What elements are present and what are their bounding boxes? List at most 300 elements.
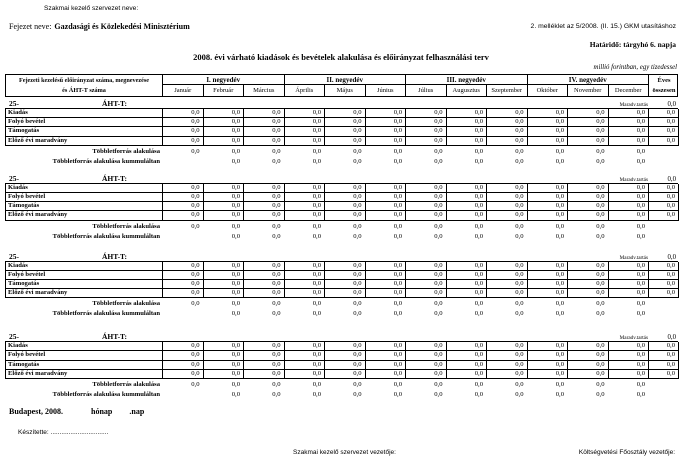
month-value-cell: 0,0 [609, 127, 650, 136]
table-row [6, 137, 678, 146]
sections [5, 98, 678, 399]
month-value-cell: 0,0 [568, 118, 609, 127]
row-label: Kiadás [6, 184, 163, 193]
month-value-cell: 0,0 [325, 137, 366, 146]
surplus-value-cell: 0,0 [636, 381, 645, 388]
surplus-value-cell: 0,0 [515, 300, 524, 308]
month-value-cell: 0,0 [325, 351, 366, 360]
month-value-cell: 0,0 [163, 202, 204, 211]
col1-header [6, 75, 163, 96]
month-value-cell: 0,0 [366, 193, 407, 202]
surplus-cumulative-label: Többletforrás alakulása kummuláltan [52, 391, 160, 398]
section-code-area [5, 98, 608, 108]
month-value-cell: 0,0 [487, 118, 528, 127]
month-value-cell: 0,0 [447, 351, 488, 360]
annual-value-cell: 0,0 [649, 370, 679, 379]
surplus-value-cell: 0,0 [231, 147, 240, 155]
section-table [5, 261, 678, 299]
section [5, 173, 678, 241]
surplus-cumulative-value-cell: 0,0 [555, 391, 564, 398]
month-value-cell: 0,0 [244, 289, 285, 298]
chapter-name: Gazdasági és Közlekedési Minisztérium [54, 22, 190, 31]
section-header-row [5, 331, 678, 341]
surplus-value-cell: 0,0 [555, 147, 564, 155]
col1-header-line2: és ÁHT-T száma [62, 86, 106, 94]
surplus-cumulative-value-cell: 0,0 [353, 310, 362, 318]
month-value-cell: 0,0 [487, 280, 528, 289]
month-value-cell: 0,0 [487, 202, 528, 211]
month-value-cell: 0,0 [285, 202, 326, 211]
surplus-value-cell: 0,0 [555, 381, 564, 388]
month-value-cell: 0,0 [487, 342, 528, 351]
surplus-cumulative-value-cell: 0,0 [231, 157, 240, 165]
month-value-cell: 0,0 [163, 118, 204, 127]
month-value-cell: 0,0 [568, 109, 609, 118]
month-value-cell: 0,0 [447, 127, 488, 136]
annual-value-cell: 0,0 [649, 118, 679, 127]
annual-value-cell: 0,0 [649, 109, 679, 118]
month-value-cell: 0,0 [244, 202, 285, 211]
month-value-cell: 0,0 [406, 127, 447, 136]
month-value-cell: 0,0 [285, 370, 326, 379]
month-value-cell: 0,0 [204, 184, 245, 193]
maradv-tartas-value: 0,0 [667, 101, 676, 108]
table-row [6, 262, 678, 271]
month-value-cell: 0,0 [609, 271, 650, 280]
month-value-cell: 0,0 [406, 137, 447, 146]
month-value-cell: 0,0 [366, 118, 407, 127]
surplus-cumulative-value-cell: 0,0 [474, 232, 483, 240]
surplus-cumulative-value-cell: 0,0 [393, 310, 402, 318]
section-code-area [5, 251, 608, 261]
month-value-cell: 0,0 [204, 271, 245, 280]
month-value-cell: 0,0 [528, 370, 569, 379]
annual-value-cell: 0,0 [649, 211, 679, 220]
month-value-cell: 0,0 [325, 109, 366, 118]
annex-reference: 2. melléklet az 5/2008. (II. 15.) GKM utasításhoz [530, 23, 676, 30]
month-value-cell: 0,0 [204, 289, 245, 298]
table-row [6, 271, 678, 280]
month-value-cell: 0,0 [487, 370, 528, 379]
surplus-value-cell: 0,0 [636, 147, 645, 155]
month-header: Május [325, 85, 366, 96]
month-value-cell: 0,0 [366, 137, 407, 146]
surplus-value-cell: 0,0 [515, 222, 524, 230]
month-value-cell: 0,0 [487, 262, 528, 271]
month-value-cell: 0,0 [163, 342, 204, 351]
surplus-cumulative-value-cell: 0,0 [434, 391, 443, 398]
month-value-cell: 0,0 [244, 137, 285, 146]
month-value-cell: 0,0 [204, 193, 245, 202]
annual-value-cell: 0,0 [649, 202, 679, 211]
surplus-value-cell: 0,0 [434, 222, 443, 230]
surplus-cumulative-value-cell: 0,0 [312, 391, 321, 398]
month-value-cell: 0,0 [528, 351, 569, 360]
quarter-header: I. negyedév [163, 75, 285, 85]
surplus-value-cell: 0,0 [434, 300, 443, 308]
month-value-cell: 0,0 [609, 193, 650, 202]
month-value-cell: 0,0 [447, 184, 488, 193]
month-header: Augusztus [447, 85, 488, 96]
month-value-cell: 0,0 [528, 361, 569, 370]
month-value-cell: 0,0 [244, 351, 285, 360]
month-value-cell: 0,0 [528, 109, 569, 118]
surplus-cumulative-value-cell: 0,0 [474, 157, 483, 165]
surplus-value-cell: 0,0 [393, 147, 402, 155]
annual-value-cell: 0,0 [649, 361, 679, 370]
month-value-cell: 0,0 [285, 193, 326, 202]
surplus-value-cell: 0,0 [312, 381, 321, 388]
surplus-row [5, 146, 678, 156]
month-value-cell: 0,0 [447, 361, 488, 370]
month-value-cell: 0,0 [609, 184, 650, 193]
table-row [6, 202, 678, 211]
month-value-cell: 0,0 [244, 361, 285, 370]
month-value-cell: 0,0 [325, 184, 366, 193]
surplus-label: Többletforrás alakulása [92, 300, 160, 308]
page-title: 2008. évi várható kiadások és bevételek alakulása és előirányzat felhasználási terv [193, 52, 489, 62]
aht-label: ÁHT-T: [102, 251, 128, 261]
surplus-cumulative-value-cell: 0,0 [312, 310, 321, 318]
surplus-cumulative-value-cell: 0,0 [636, 157, 645, 165]
section [5, 331, 678, 399]
unit-note: millió forintban, egy tizedessel [593, 64, 677, 71]
month-value-cell: 0,0 [487, 361, 528, 370]
month-value-cell: 0,0 [609, 137, 650, 146]
month-value-cell: 0,0 [244, 342, 285, 351]
month-value-cell: 0,0 [325, 193, 366, 202]
aht-label: ÁHT-T: [102, 173, 128, 183]
month-value-cell: 0,0 [244, 370, 285, 379]
month-value-cell: 0,0 [528, 342, 569, 351]
month-value-cell: 0,0 [244, 280, 285, 289]
month-value-cell: 0,0 [568, 351, 609, 360]
month-value-cell: 0,0 [528, 271, 569, 280]
section-code: 25- [9, 173, 19, 183]
surplus-row [5, 298, 678, 308]
section [5, 98, 678, 166]
month-value-cell: 0,0 [406, 118, 447, 127]
surplus-value-cell: 0,0 [596, 222, 605, 230]
table-row [6, 193, 678, 202]
month-value-cell: 0,0 [204, 109, 245, 118]
month-value-cell: 0,0 [204, 262, 245, 271]
surplus-cumulative-value-cell: 0,0 [312, 232, 321, 240]
surplus-cumulative-value-cell: 0,0 [312, 157, 321, 165]
month-value-cell: 0,0 [528, 211, 569, 220]
surplus-cumulative-value-cell: 0,0 [596, 310, 605, 318]
quarter-header: III. negyedév [406, 75, 528, 85]
month-value-cell: 0,0 [163, 127, 204, 136]
month-value-cell: 0,0 [487, 127, 528, 136]
month-value-cell: 0,0 [609, 370, 650, 379]
month-value-cell: 0,0 [285, 262, 326, 271]
month-placeholder: hónap [91, 407, 113, 416]
month-value-cell: 0,0 [163, 351, 204, 360]
table-row [6, 109, 678, 118]
month-value-cell: 0,0 [406, 193, 447, 202]
month-header: Július [406, 85, 447, 96]
signature-org-leader: Szakmai kezelő szervezet vezetője: [293, 449, 396, 456]
surplus-cumulative-value-cell: 0,0 [515, 391, 524, 398]
surplus-cumulative-label: Többletforrás alakulása kummuláltan [52, 310, 160, 318]
month-header: Április [285, 85, 326, 96]
row-label: Folyó bevétel [6, 193, 163, 202]
surplus-value-cell: 0,0 [474, 300, 483, 308]
month-value-cell: 0,0 [244, 211, 285, 220]
table-row [6, 280, 678, 289]
surplus-value-cell: 0,0 [434, 381, 443, 388]
row-label: Előző évi maradvány [6, 370, 163, 379]
surplus-value-cell: 0,0 [515, 381, 524, 388]
month-value-cell: 0,0 [204, 127, 245, 136]
month-value-cell: 0,0 [568, 137, 609, 146]
month-value-cell: 0,0 [487, 211, 528, 220]
row-label: Előző évi maradvány [6, 211, 163, 220]
surplus-cumulative-value-cell: 0,0 [353, 157, 362, 165]
month-value-cell: 0,0 [325, 118, 366, 127]
month-value-cell: 0,0 [406, 202, 447, 211]
maradv-tartas-label: Maradv.tartás [619, 102, 648, 108]
month-value-cell: 0,0 [568, 127, 609, 136]
month-value-cell: 0,0 [204, 361, 245, 370]
table-row [6, 184, 678, 193]
month-value-cell: 0,0 [406, 271, 447, 280]
surplus-cumulative-row [5, 389, 678, 399]
col1-header-line1: Fejezeti kezelésű előirányzat száma, megnevezése [18, 77, 150, 85]
surplus-value-cell: 0,0 [515, 147, 524, 155]
month-value-cell: 0,0 [244, 193, 285, 202]
month-value-cell: 0,0 [204, 137, 245, 146]
surplus-value-cell: 0,0 [312, 147, 321, 155]
table-header [5, 74, 678, 97]
month-value-cell: 0,0 [487, 289, 528, 298]
city-year-label: Budapest, 2008. [9, 407, 64, 416]
month-value-cell: 0,0 [568, 361, 609, 370]
month-value-cell: 0,0 [163, 211, 204, 220]
surplus-cumulative-value-cell: 0,0 [353, 232, 362, 240]
surplus-label: Többletforrás alakulása [92, 147, 160, 155]
surplus-value-cell: 0,0 [474, 381, 483, 388]
month-header: Február [204, 85, 245, 96]
surplus-cumulative-value-cell: 0,0 [393, 232, 402, 240]
month-value-cell: 0,0 [325, 262, 366, 271]
day-placeholder: .nap [129, 407, 145, 416]
surplus-cumulative-value-cell: 0,0 [474, 310, 483, 318]
month-value-cell: 0,0 [244, 127, 285, 136]
month-value-cell: 0,0 [406, 342, 447, 351]
month-value-cell: 0,0 [325, 370, 366, 379]
surplus-value-cell: 0,0 [474, 147, 483, 155]
month-value-cell: 0,0 [406, 211, 447, 220]
month-value-cell: 0,0 [163, 271, 204, 280]
surplus-cumulative-value-cell: 0,0 [555, 157, 564, 165]
month-header: Március [244, 85, 285, 96]
surplus-value-cell: 0,0 [231, 381, 240, 388]
surplus-value-cell: 0,0 [353, 381, 362, 388]
month-value-cell: 0,0 [528, 280, 569, 289]
month-value-cell: 0,0 [447, 109, 488, 118]
month-value-cell: 0,0 [528, 184, 569, 193]
surplus-value-cell: 0,0 [474, 222, 483, 230]
month-value-cell: 0,0 [568, 202, 609, 211]
month-value-cell: 0,0 [366, 280, 407, 289]
aht-label: ÁHT-T: [102, 332, 128, 342]
surplus-value-cell: 0,0 [272, 300, 281, 308]
table-row [6, 118, 678, 127]
table-row [6, 289, 678, 298]
annual-value-cell: 0,0 [649, 184, 679, 193]
maradv-tartas-value: 0,0 [667, 334, 676, 342]
surplus-value-cell: 0,0 [393, 381, 402, 388]
surplus-value-cell: 0,0 [434, 147, 443, 155]
surplus-cumulative-value-cell: 0,0 [636, 391, 645, 398]
month-value-cell: 0,0 [163, 109, 204, 118]
section-code-area [5, 173, 608, 183]
month-value-cell: 0,0 [325, 271, 366, 280]
month-value-cell: 0,0 [568, 342, 609, 351]
month-value-cell: 0,0 [285, 361, 326, 370]
month-value-cell: 0,0 [447, 118, 488, 127]
table-row [6, 370, 678, 379]
table-row [6, 127, 678, 136]
month-value-cell: 0,0 [568, 211, 609, 220]
annual-value-cell: 0,0 [649, 193, 679, 202]
month-value-cell: 0,0 [447, 370, 488, 379]
surplus-cumulative-value-cell: 0,0 [596, 391, 605, 398]
section-table [5, 183, 678, 221]
surplus-cumulative-row [5, 156, 678, 166]
month-value-cell: 0,0 [568, 184, 609, 193]
month-value-cell: 0,0 [285, 271, 326, 280]
quarter-header: II. negyedév [285, 75, 407, 85]
row-label: Kiadás [6, 262, 163, 271]
month-value-cell: 0,0 [285, 184, 326, 193]
annual-total-header [649, 75, 679, 96]
surplus-value-cell: 0,0 [393, 222, 402, 230]
row-label: Támogatás [6, 202, 163, 211]
maradv-tartas-label: Maradv.tartás [619, 254, 648, 261]
surplus-value-cell: 0,0 [353, 222, 362, 230]
surplus-value-cell: 0,0 [312, 300, 321, 308]
surplus-label: Többletforrás alakulása [92, 381, 160, 388]
surplus-value-cell: 0,0 [272, 381, 281, 388]
surplus-cumulative-value-cell: 0,0 [596, 157, 605, 165]
month-value-cell: 0,0 [406, 280, 447, 289]
table-row [6, 342, 678, 351]
annual-value-cell: 0,0 [649, 137, 679, 146]
table-row [6, 361, 678, 370]
chapter-line [9, 22, 190, 31]
month-value-cell: 0,0 [163, 361, 204, 370]
row-label: Támogatás [6, 361, 163, 370]
annual-value-cell: 0,0 [649, 280, 679, 289]
annual-value-cell: 0,0 [649, 271, 679, 280]
surplus-value-cell: 0,0 [596, 300, 605, 308]
surplus-value-cell: 0,0 [231, 222, 240, 230]
month-value-cell: 0,0 [447, 211, 488, 220]
month-value-cell: 0,0 [163, 289, 204, 298]
month-header: Szeptember [487, 85, 528, 96]
month-value-cell: 0,0 [244, 271, 285, 280]
month-value-cell: 0,0 [285, 137, 326, 146]
month-header: November [568, 85, 609, 96]
surplus-cumulative-value-cell: 0,0 [434, 157, 443, 165]
month-value-cell: 0,0 [406, 289, 447, 298]
surplus-cumulative-value-cell: 0,0 [272, 391, 281, 398]
signature-budget-dept-leader: Költségvetési Főosztály vezetője: [578, 449, 675, 456]
annual-value-cell: 0,0 [649, 127, 679, 136]
month-value-cell: 0,0 [568, 193, 609, 202]
month-header: December [609, 85, 650, 96]
deadline-label: Határidő: tárgyhó 6. napja [589, 40, 676, 49]
surplus-label: Többletforrás alakulása [92, 222, 160, 230]
maradv-tartas-label: Maradv.tartás [619, 176, 648, 183]
maradv-tartas-label: Maradv.tartás [619, 335, 648, 342]
month-value-cell: 0,0 [609, 202, 650, 211]
surplus-row [5, 221, 678, 231]
month-value-cell: 0,0 [406, 361, 447, 370]
row-label: Kiadás [6, 109, 163, 118]
month-value-cell: 0,0 [406, 370, 447, 379]
month-value-cell: 0,0 [609, 289, 650, 298]
surplus-cumulative-value-cell: 0,0 [434, 232, 443, 240]
month-value-cell: 0,0 [487, 109, 528, 118]
month-value-cell: 0,0 [285, 127, 326, 136]
section-code: 25- [9, 99, 19, 108]
month-value-cell: 0,0 [244, 262, 285, 271]
surplus-value-cell: 0,0 [191, 222, 200, 230]
annual-value-cell: 0,0 [649, 351, 679, 360]
section-header-row [5, 251, 678, 261]
month-value-cell: 0,0 [204, 351, 245, 360]
surplus-value-cell: 0,0 [393, 300, 402, 308]
section-header-row [5, 98, 678, 108]
month-value-cell: 0,0 [487, 271, 528, 280]
month-value-cell: 0,0 [487, 137, 528, 146]
month-value-cell: 0,0 [609, 109, 650, 118]
month-value-cell: 0,0 [163, 280, 204, 289]
month-header: Június [366, 85, 407, 96]
quarter-header: IV. negyedév [528, 75, 650, 85]
surplus-value-cell: 0,0 [191, 381, 200, 388]
month-value-cell: 0,0 [609, 280, 650, 289]
month-value-cell: 0,0 [487, 351, 528, 360]
month-value-cell: 0,0 [366, 262, 407, 271]
month-value-cell: 0,0 [568, 271, 609, 280]
surplus-cumulative-value-cell: 0,0 [636, 310, 645, 318]
surplus-value-cell: 0,0 [191, 300, 200, 308]
row-label: Támogatás [6, 280, 163, 289]
row-label: Kiadás [6, 342, 163, 351]
month-value-cell: 0,0 [325, 342, 366, 351]
month-value-cell: 0,0 [609, 211, 650, 220]
aht-label: ÁHT-T: [102, 99, 128, 108]
month-value-cell: 0,0 [447, 289, 488, 298]
surplus-cumulative-value-cell: 0,0 [272, 157, 281, 165]
budget-table [5, 74, 678, 399]
month-value-cell: 0,0 [609, 342, 650, 351]
section-code-area [5, 331, 608, 341]
month-value-cell: 0,0 [325, 280, 366, 289]
month-value-cell: 0,0 [609, 118, 650, 127]
month-value-cell: 0,0 [528, 193, 569, 202]
maradv-tartas-value: 0,0 [667, 175, 676, 183]
month-value-cell: 0,0 [528, 289, 569, 298]
surplus-row [5, 379, 678, 389]
month-value-cell: 0,0 [163, 184, 204, 193]
month-value-cell: 0,0 [568, 289, 609, 298]
